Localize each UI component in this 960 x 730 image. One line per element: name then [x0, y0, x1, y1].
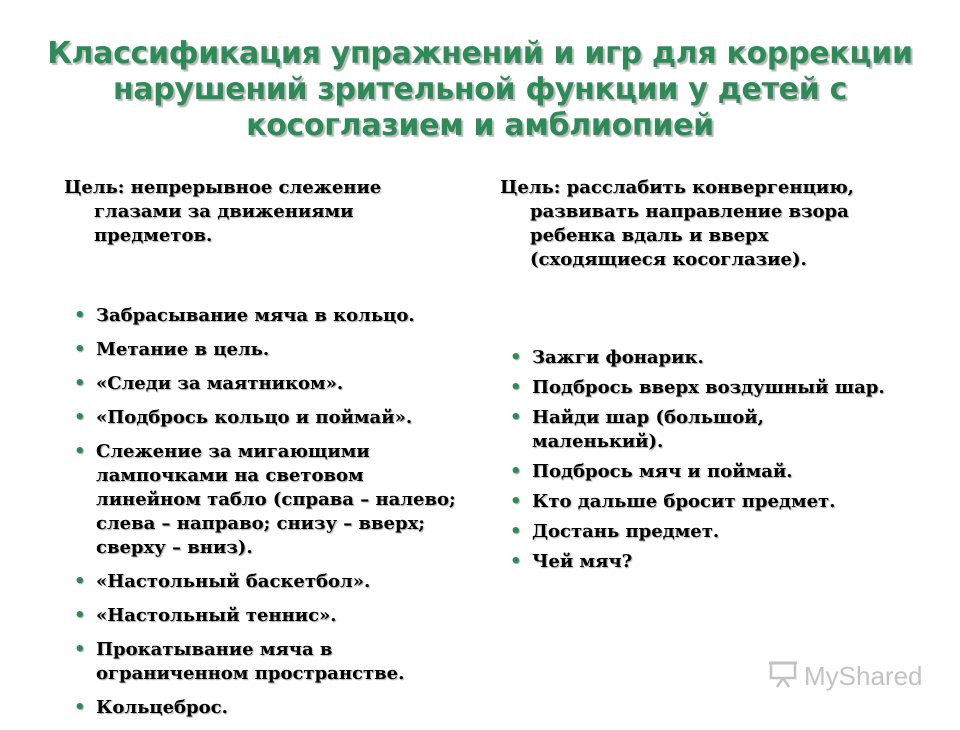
right-list — [500, 346, 900, 574]
bullet-icon: • — [74, 305, 86, 326]
bullet-icon: • — [74, 639, 86, 660]
list-item: • Подбрось вверх воздушный шар. — [510, 377, 885, 398]
presentation-board-icon — [768, 660, 798, 693]
list-item: • Слежение за мигающими лампочками на световом линейном табло (справа – налево; слева – направо; снизу – вверх; сверху – вниз). — [74, 441, 456, 558]
bullet-icon: • — [74, 571, 86, 592]
right-goal: Цель: расслабить конвергенцию, развивать направление взора ребенка вдаль и вверх (сходящиеся косоглазие). — [500, 177, 854, 270]
list-item: • Чей мяч? — [510, 551, 633, 572]
bullet-icon: • — [74, 373, 86, 394]
bullet-icon: • — [510, 347, 522, 368]
bullet-icon: • — [510, 461, 522, 482]
left-goal: Цель: непрерывное слежение глазами за движениями предметов. — [64, 177, 382, 246]
list-item: • Зажги фонарик. — [510, 347, 704, 368]
list-item: • «Следи за маятником». — [74, 373, 344, 394]
bullet-icon: • — [510, 491, 522, 512]
list-item: • Найди шар (большой, маленький). — [510, 407, 764, 452]
list-item: • «Настольный баскетбол». — [74, 571, 371, 592]
left-column — [64, 176, 464, 730]
list-item: • Забрасывание мяча в кольцо. — [74, 305, 415, 326]
list-item: • «Настольный теннис». — [74, 605, 337, 626]
list-item: • «Подбрось кольцо и поймай». — [74, 407, 413, 428]
bullet-icon: • — [74, 697, 86, 718]
bullet-icon: • — [510, 377, 522, 398]
bullet-icon: • — [510, 521, 522, 542]
bullet-icon: • — [74, 605, 86, 626]
list-item: • Кольцеброс. — [74, 697, 228, 718]
right-column — [500, 176, 900, 580]
left-list — [64, 304, 464, 720]
list-item: • Подбрось мяч и поймай. — [510, 461, 793, 482]
bullet-icon: • — [510, 551, 522, 572]
bullet-icon: • — [74, 339, 86, 360]
bullet-icon: • — [74, 407, 86, 428]
watermark — [768, 660, 923, 693]
list-item: • Кто дальше бросит предмет. — [510, 491, 836, 512]
list-item: • Метание в цель. — [74, 339, 270, 360]
bullet-icon: • — [510, 407, 522, 428]
list-item: • Прокатывание мяча в ограниченном пространстве. — [74, 639, 405, 684]
bullet-icon: • — [74, 441, 86, 462]
list-item: • Достань предмет. — [510, 521, 720, 542]
slide-title: Классификация упражнений и игр для коррекции нарушений зрительной функции у детей с косоглазием и амблиопией — [47, 36, 913, 143]
watermark-text: MyShared — [804, 661, 923, 691]
